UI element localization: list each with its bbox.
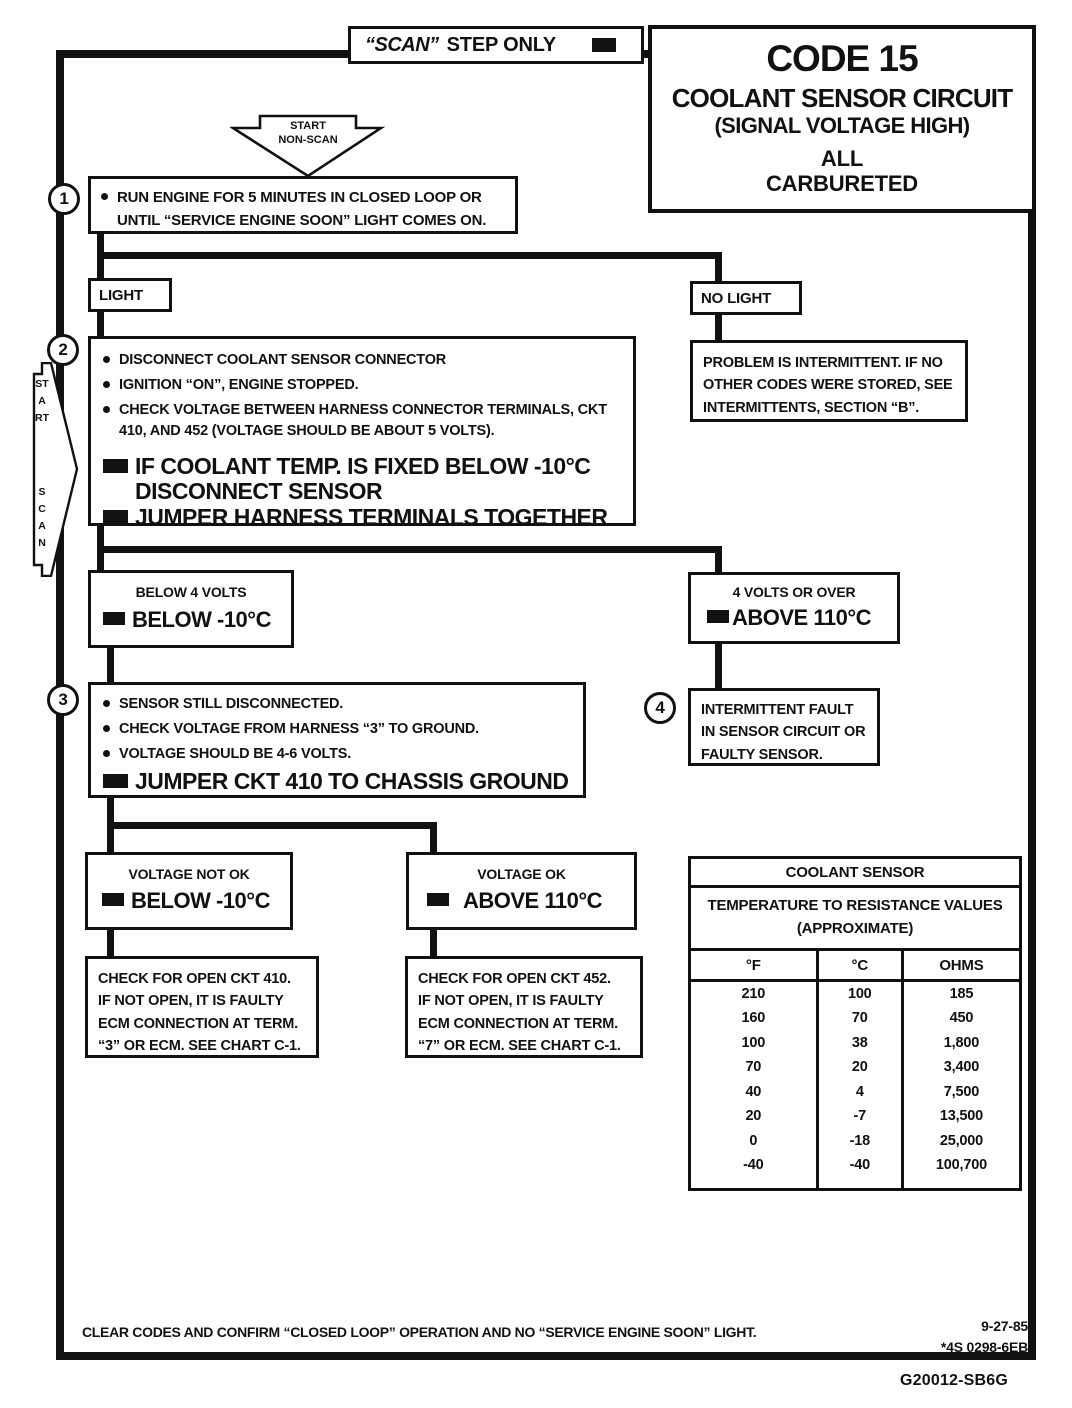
start-non-scan-arrow: [230, 114, 386, 178]
directive-square-icon: [103, 774, 128, 788]
bullet-icon: [103, 381, 110, 388]
table-cell: 20: [816, 1055, 901, 1080]
directive-square-icon: [707, 610, 729, 623]
table-header-f: °F: [691, 951, 816, 982]
coolant-sensor-table: [688, 856, 1022, 1191]
connector-line: [97, 312, 104, 338]
footer-date: 9-27-85: [981, 1318, 1028, 1334]
bullet-icon: [101, 193, 108, 200]
connector-line: [715, 546, 722, 572]
table-cell: 70: [745, 1059, 762, 1075]
table-cell: 100,700: [901, 1153, 1019, 1178]
title-subtitle2: (SIGNAL VOLTAGE HIGH): [714, 112, 970, 138]
connector-line: [715, 252, 722, 283]
step1-box: RUN ENGINE FOR 5 MINUTES IN CLOSED LOOP OR UNTIL “SERVICE ENGINE SOON” LIGHT COMES ON.: [88, 176, 518, 234]
step1-number-badge: 1: [48, 183, 80, 215]
title-subtitle1: COOLANT SENSOR CIRCUIT: [671, 82, 1013, 113]
table-cell: 100: [741, 1034, 766, 1051]
table-cell: 20: [745, 1108, 762, 1124]
bullet-icon: [103, 725, 110, 732]
table-cell: 160: [741, 1010, 766, 1026]
step2-box: DISCONNECT COOLANT SENSOR CONNECTOR IGNITION “ON”, ENGINE STOPPED. CHECK VOLTAGE BETWEEN HARNESS CONNECTOR TERMINALS, CKT 410, AND 452 (VOLTAGE SHOULD BE ABOUT 5 VOLTS). IF COOLANT TEMP. IS FIXED BELOW -10°C DISCONNECT SENSOR JUMPER HARNESS TERMINALS TOGETHER: [88, 336, 636, 526]
table-grid: [691, 951, 1019, 1188]
bullet-icon: [103, 750, 110, 757]
table-cell: 0: [749, 1132, 758, 1149]
footer-doc-number: *4S 0298-6EB: [940, 1339, 1028, 1355]
table-header-ohms: OHMS: [901, 951, 1019, 982]
connector-line: [107, 822, 437, 829]
step2-number-badge: 2: [47, 334, 79, 366]
step4-box: INTERMITTENT FAULT IN SENSOR CIRCUIT OR FAULTY SENSOR.: [688, 688, 880, 766]
title-subtitle3: ALL: [820, 145, 864, 171]
no-light-result-box: PROBLEM IS INTERMITTENT. IF NO OTHER CODES WERE STORED, SEE INTERMITTENTS, SECTION “B”.: [690, 340, 968, 422]
connector-line: [107, 930, 114, 956]
table-cell: 210: [741, 985, 766, 1002]
start-scan-word2: SCAN: [38, 486, 46, 549]
table-cell: 25,000: [901, 1129, 1019, 1154]
start-scan-arrow: [28, 362, 80, 577]
table-cell: 38: [816, 1031, 901, 1056]
connector-line: [97, 546, 722, 553]
table-subtitle: TEMPERATURE TO RESISTANCE VALUES (APPROXIMATE): [691, 888, 1019, 951]
title-code: CODE 15: [766, 38, 918, 79]
connector-line: [97, 252, 722, 259]
table-cell: -40: [816, 1153, 901, 1178]
table-cell: 4: [816, 1080, 901, 1105]
directive-square-icon: [103, 510, 128, 524]
title-subtitle4: CARBURETED: [765, 170, 918, 196]
table-cell: 13,500: [901, 1104, 1019, 1129]
below-4-volts-box: BELOW 4 VOLTS BELOW -10°C: [88, 570, 294, 648]
figure-id: G20012-SB6G: [900, 1372, 1009, 1389]
table-title: COOLANT SENSOR: [691, 859, 1019, 888]
voltage-not-ok-box: VOLTAGE NOT OK BELOW -10°C: [85, 852, 293, 930]
start-scan-word1: START: [35, 378, 49, 424]
directive-square-icon: [103, 612, 125, 625]
table-cell: -18: [816, 1129, 901, 1154]
directive-square-icon: [427, 893, 449, 906]
step4-number-badge: 4: [644, 692, 676, 724]
table-cell: 70: [816, 1006, 901, 1031]
scan-square-icon: [592, 38, 616, 52]
check-ckt-410-box: CHECK FOR OPEN CKT 410. IF NOT OPEN, IT IS FAULTY ECM CONNECTION AT TERM. “3” OR ECM. SEE CHART C-1.: [85, 956, 319, 1058]
table-cell: -7: [816, 1104, 901, 1129]
footer-note: CLEAR CODES AND CONFIRM “CLOSED LOOP” OPERATION AND NO “SERVICE ENGINE SOON” LIGHT.: [82, 1324, 757, 1340]
connector-line: [430, 822, 437, 854]
table-cell: 100: [816, 982, 901, 1007]
table-header-c: °C: [816, 951, 901, 982]
connector-line: [715, 644, 722, 690]
4-volts-or-over-box: 4 VOLTS OR OVER ABOVE 110°C: [688, 572, 900, 644]
scan-tag-quoted: “SCAN”: [365, 33, 439, 56]
directive-square-icon: [102, 893, 124, 906]
step3-box: SENSOR STILL DISCONNECTED. CHECK VOLTAGE FROM HARNESS “3” TO GROUND. VOLTAGE SHOULD BE 4-6 VOLTS. JUMPER CKT 410 TO CHASSIS GROUND: [88, 682, 586, 798]
bullet-icon: [103, 700, 110, 707]
table-cell: 7,500: [901, 1080, 1019, 1105]
table-cell: 185: [901, 982, 1019, 1007]
connector-line: [430, 930, 437, 956]
connector-line: [107, 648, 114, 684]
directive-square-icon: [103, 459, 128, 473]
start-non-scan-text: START NON-SCAN: [278, 120, 338, 147]
table-cell: 1,800: [901, 1031, 1019, 1056]
check-ckt-452-box: CHECK FOR OPEN CKT 452. IF NOT OPEN, IT IS FAULTY ECM CONNECTION AT TERM. “7” OR ECM. SEE CHART C-1.: [405, 956, 643, 1058]
scan-tag-rest: STEP ONLY: [446, 33, 557, 56]
bullet-icon: [103, 406, 110, 413]
voltage-ok-box: VOLTAGE OK ABOVE 110°C: [406, 852, 637, 930]
code15-title-box: [648, 25, 1036, 213]
step3-number-badge: 3: [47, 684, 79, 716]
bullet-icon: [103, 356, 110, 363]
table-cell: 3,400: [901, 1055, 1019, 1080]
table-cell: 450: [901, 1006, 1019, 1031]
table-cell: -40: [743, 1157, 764, 1173]
footer-doc-info: [860, 1316, 1028, 1358]
table-cell: 40: [745, 1083, 762, 1100]
branch-light-box: LIGHT: [88, 278, 172, 312]
connector-line: [715, 315, 722, 342]
branch-no-light-box: NO LIGHT: [690, 281, 802, 315]
scan-step-only-box: [348, 26, 644, 64]
